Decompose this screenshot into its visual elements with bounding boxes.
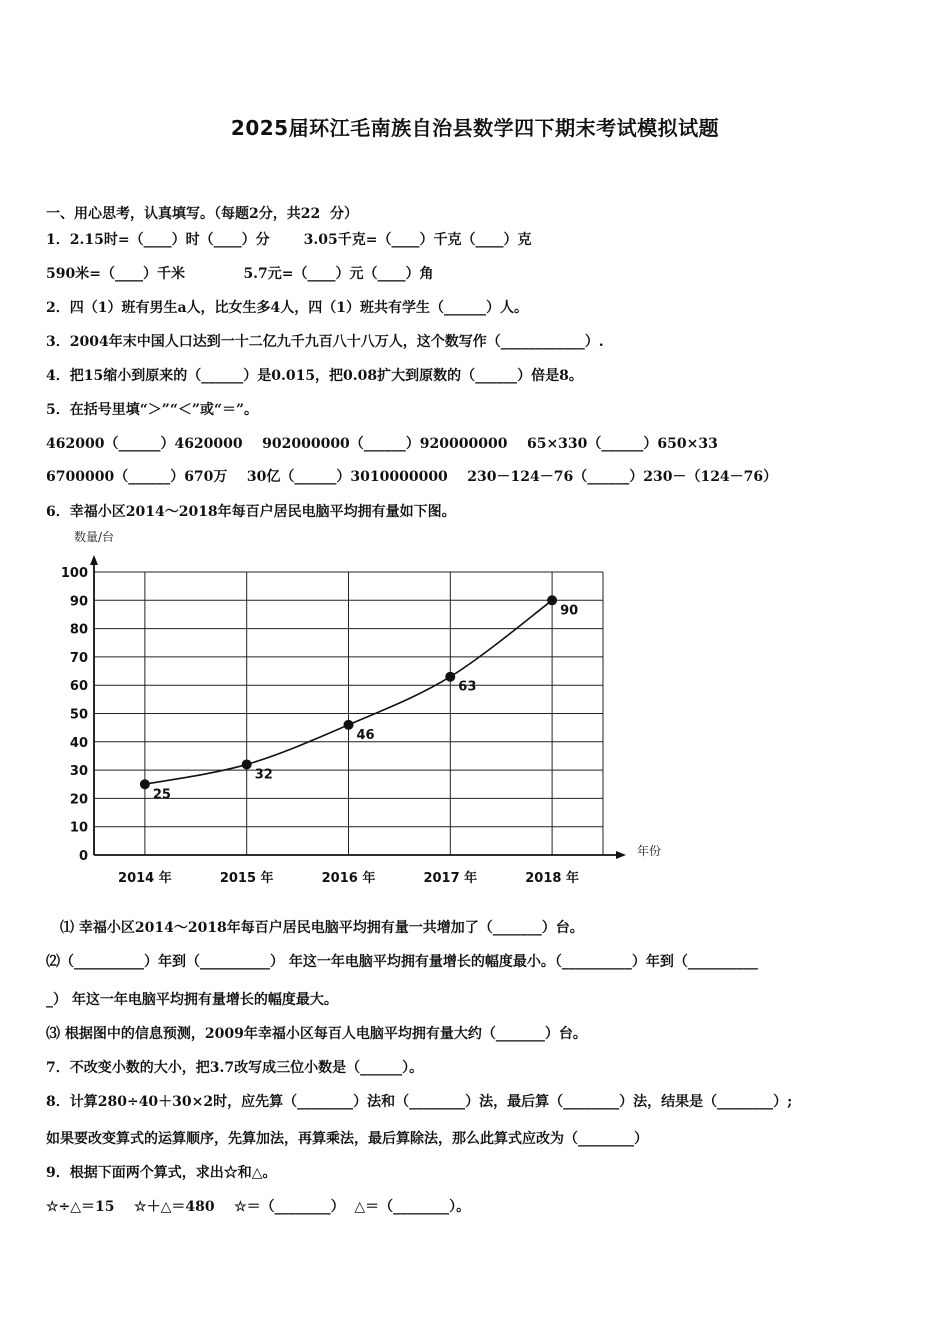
y-tick-label: 60 xyxy=(69,679,88,695)
question-1a: 1．2.15时=（____）时（____）分 3.05千克=（____）千克（____）克 xyxy=(46,232,532,248)
data-point xyxy=(445,672,455,682)
line-chart xyxy=(60,525,700,895)
y-tick-label: 20 xyxy=(69,792,88,808)
data-point xyxy=(140,779,150,789)
y-axis-arrow xyxy=(90,555,98,565)
question-5a: 462000（______）4620000 902000000（______）920000000 65×330（______）650×33 xyxy=(46,436,718,452)
data-label: 25 xyxy=(152,787,171,803)
y-tick-label: 40 xyxy=(69,735,88,751)
y-tick-label: 90 xyxy=(69,594,88,610)
question-4: 4．把15缩小到原来的（______）是0.015，把0.08扩大到原数的（______）倍是8。 xyxy=(46,368,583,384)
y-tick-label: 70 xyxy=(69,650,88,666)
x-tick-labels xyxy=(118,870,579,886)
question-6-2a: ⑵（__________）年到（__________） 年这一年电脑平均拥有量增长的幅度最小。（__________）年到（__________ xyxy=(46,954,758,970)
x-tick-label: 2017 年 xyxy=(423,871,478,886)
question-6: 6．幸福小区2014～2018年每百户居民电脑平均拥有量如下图。 xyxy=(46,504,456,520)
y-axis-label: 数量/台 xyxy=(74,530,115,544)
chart-grid xyxy=(94,572,603,855)
question-3: 3．2004年末中国人口达到一十二亿九千九百八十八万人，这个数写作（____________）. xyxy=(46,334,604,350)
y-tick-label: 100 xyxy=(60,566,88,581)
question-7: 7．不改变小数的大小，把3.7改写成三位小数是（______）。 xyxy=(46,1060,424,1076)
question-2: 2．四（1）班有男生a人，比女生多4人，四（1）班共有学生（______）人。 xyxy=(46,300,529,316)
data-label: 46 xyxy=(356,727,375,743)
data-label: 90 xyxy=(560,603,579,619)
question-5: 5．在括号里填“＞”“＜”或“＝”。 xyxy=(46,402,259,418)
question-6-3: ⑶ 根据图中的信息预测，2009年幸福小区每百人电脑平均拥有量大约（_______）台。 xyxy=(46,1026,587,1042)
question-5b: 6700000（______）670万 30亿（______）3010000000 230－124－76（______）230－（124－76） xyxy=(46,469,778,485)
question-1b: 590米=（____）千米 5.7元=（____）元（____）角 xyxy=(46,266,434,282)
data-label: 32 xyxy=(254,767,273,783)
section-heading: 一、用心思考，认真填写。（每题2分，共22 分） xyxy=(46,206,358,222)
question-8a: 8．计算280÷40＋30×2时，应先算（________）法和（________）法，最后算（________）法，结果是（________）; xyxy=(46,1094,793,1110)
y-tick-labels xyxy=(61,566,88,864)
x-tick-label: 2014 年 xyxy=(118,871,172,886)
question-6-1: ⑴ 幸福小区2014～2018年每百户居民电脑平均拥有量一共增加了（_______）台。 xyxy=(60,920,584,936)
y-tick-label: 0 xyxy=(78,849,88,864)
y-tick-label: 80 xyxy=(69,622,88,638)
question-8b: 如果要改变算式的运算顺序，先算加法，再算乘法，最后算除法，那么此算式应改为（________） xyxy=(46,1131,648,1147)
x-tick-label: 2018 年 xyxy=(525,871,579,886)
y-tick-label: 10 xyxy=(69,820,88,836)
data-label: 63 xyxy=(458,679,477,695)
question-9: 9．根据下面两个算式，求出☆和△。 xyxy=(46,1165,277,1181)
y-tick-label: 50 xyxy=(69,707,88,723)
x-axis-arrow xyxy=(616,851,626,859)
question-6-2b: _） 年这一年电脑平均拥有量增长的幅度最大。 xyxy=(46,992,338,1008)
page-title: 2025届环江毛南族自治县数学四下期末考试模拟试题 xyxy=(230,116,720,140)
data-point xyxy=(242,759,252,769)
y-tick-label: 30 xyxy=(69,764,88,780)
x-tick-label: 2015 年 xyxy=(219,871,274,886)
x-tick-label: 2016 年 xyxy=(321,871,376,886)
data-point xyxy=(344,720,354,730)
question-9a: ☆÷△＝15 ☆＋△＝480 ☆＝（________） △＝（________）。 xyxy=(46,1199,471,1215)
x-axis-label: 年份 xyxy=(637,844,662,858)
data-point xyxy=(547,595,557,605)
